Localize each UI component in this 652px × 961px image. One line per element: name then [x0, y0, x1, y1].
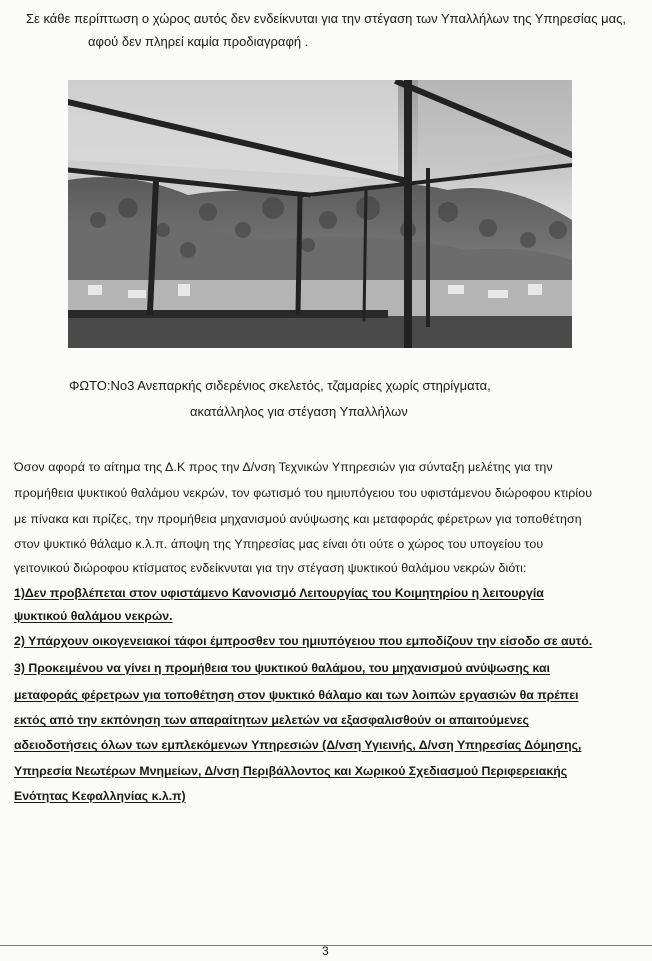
- intro-line-2: αφού δεν πληρεί καμία προδιαγραφή .: [88, 34, 309, 49]
- reason-1-line-1: 1)Δεν προβλέπεται στον υφιστάμενο Κανονισμό Λειτουργίας του Κοιμητηρίου η λειτουργία: [14, 586, 544, 600]
- reason-1-line-2: ψυκτικού θαλάμου νεκρών.: [14, 609, 173, 623]
- reason-3-line-6: Ενότητας Κεφαλληνίας κ.λ.π): [14, 789, 186, 803]
- page-number: 3: [322, 944, 329, 958]
- photo-caption-line-2: ακατάλληλος για στέγαση Υπαλλήλων: [190, 404, 408, 419]
- reason-3-line-1: 3) Προκειμένου να γίνει η προμήθεια του ψυκτικού θαλάμου, του μηχανισμού ανύψωσης και: [14, 661, 550, 675]
- reason-3-line-4: αδειοδοτήσεις όλων των εμπλεκόμενων Υπηρεσιών (Δ/νση Υγιεινής, Δ/νση Υπηρεσίας Δόμησης,: [14, 738, 582, 752]
- paragraph-line-1: Όσον αφορά το αίτημα της Δ.Κ προς την Δ/νση Τεχνικών Υπηρεσιών για σύνταξη μελέτης για την: [14, 460, 553, 474]
- photo-caption-line-1: ΦΩΤΟ:Νο3 Ανεπαρκής σιδερένιος σκελετός, τζαμαρίες χωρίς στηρίγματα,: [69, 378, 491, 393]
- reason-3-line-2: μεταφοράς φέρετρων για τοποθέτηση στον ψυκτικό θάλαμο και των λοιπών εργασιών θα πρέπει: [14, 688, 579, 702]
- paragraph-line-3: με πίνακα και πρίζες, την προμήθεια μηχανισμού ανύψωσης και μεταφοράς φέρετρων για τοποθέτηση: [14, 512, 582, 526]
- paragraph-line-5: γειτονικού διώροφου κτίσματος ενδείκνυται για την στέγαση ψυκτικού θαλάμου νεκρών διότι:: [14, 561, 527, 575]
- photo-glass-structure: [68, 80, 572, 348]
- reason-3-line-5: Υπηρεσία Νεωτέρων Μνημείων, Δ/νση Περιβάλλοντος και Χωρικού Σχεδιασμού Περιφερειακής: [14, 764, 568, 778]
- reason-3-line-3: εκτός από την εκπόνηση των απαραίτητων μελετών να εξασφαλισθούν οι απαιτούμενες: [14, 713, 529, 727]
- reason-2-line-1: 2) Υπάρχουν οικογενειακοί τάφοι έμπροσθεν του ημιυπόγειου που εμποδίζουν την είσοδο σε αυτό.: [14, 634, 593, 648]
- intro-line-1: Σε κάθε περίπτωση ο χώρος αυτός δεν ενδείκνυται για την στέγαση των Υπαλλήλων της Υπηρεσίας μας,: [26, 11, 627, 26]
- paragraph-line-2: προμήθεια ψυκτικού θαλάμου νεκρών, τον φωτισμό του ημιυπόγειου του υφιστάμενου διώροφου κτιρίου: [14, 486, 593, 500]
- paragraph-line-4: στον ψυκτικό θάλαμο κ.λ.π. άποψη της Υπηρεσίας μας είναι ότι ούτε ο χώρος του υπογείου του: [14, 537, 544, 551]
